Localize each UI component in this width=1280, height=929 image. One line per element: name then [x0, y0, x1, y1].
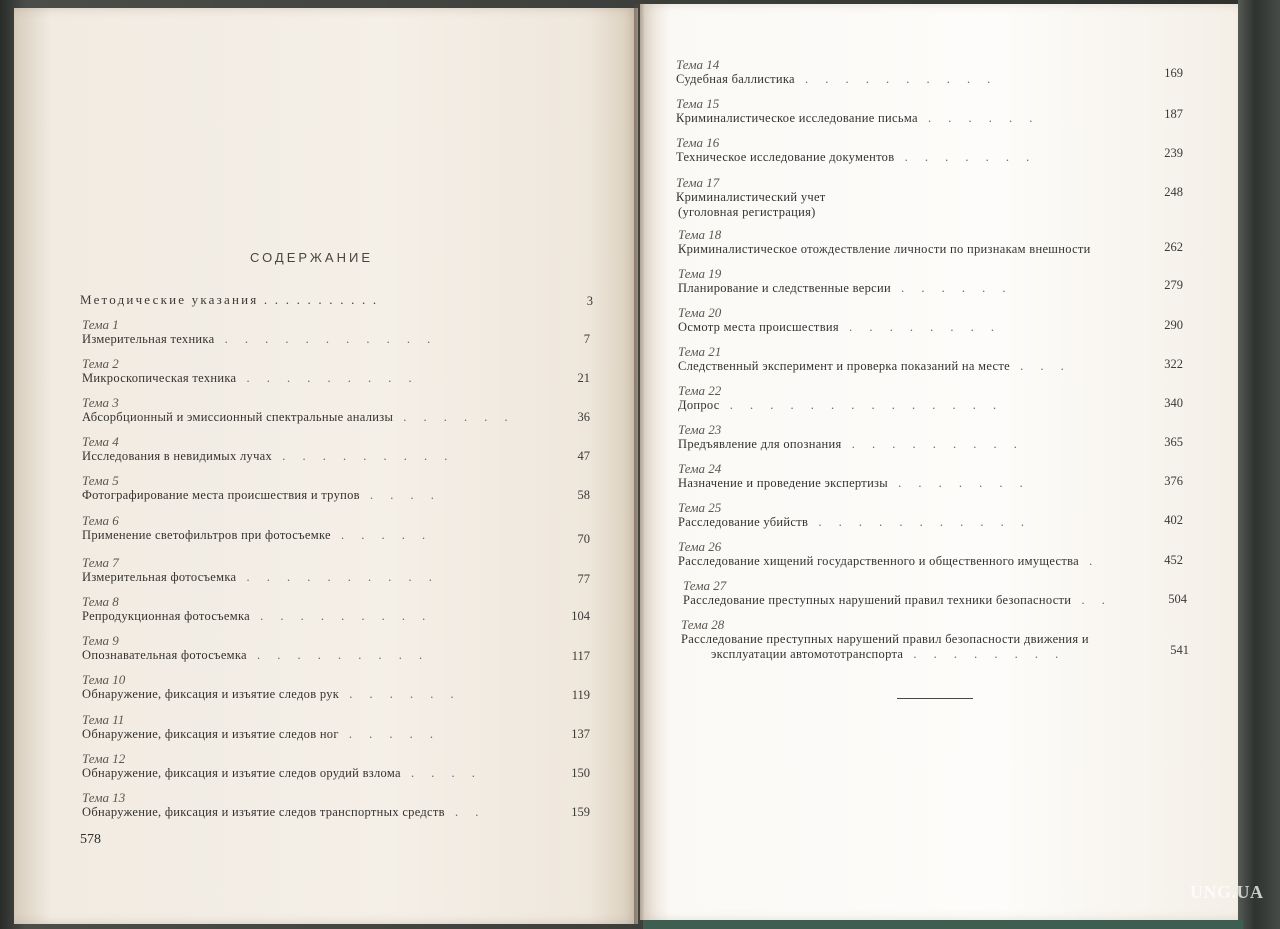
topic-label: Тема 3 [82, 395, 119, 410]
entry-page-number: 58 [577, 488, 590, 502]
entry-page-number: 104 [571, 609, 590, 623]
dot-leader: . . . . . . . . . [246, 648, 430, 662]
topic-label: Тема 15 [676, 96, 720, 111]
entry-title: Планирование и следственные версии [678, 281, 891, 295]
entry-title-line [678, 359, 1071, 374]
entry-page-number: 402 [1164, 513, 1183, 527]
entry-title: Расследование преступных нарушений правил безопасности движения и [681, 632, 1089, 646]
entry-title: Абсорбционный и эмиссионный спектральные анализы [82, 410, 394, 424]
topic-label: Тема 9 [82, 633, 119, 648]
dot-leader: . . . . . . . . . . . [808, 515, 1031, 529]
dot-leader: . . . . . . [890, 281, 1013, 295]
dot-leader: . . . . . [330, 528, 433, 542]
entry-page-number: 159 [571, 805, 590, 819]
toc-entry [82, 356, 419, 386]
toc-entry [82, 555, 439, 585]
entry-title-line [678, 515, 1031, 530]
toc-entry [82, 790, 485, 820]
dot-leader: . . . [1010, 359, 1071, 373]
toc-entry [82, 712, 440, 742]
entry-page-number: 365 [1164, 435, 1183, 449]
topic-label: Тема 13 [82, 790, 126, 805]
dot-leader: . . . . . . . . . [841, 437, 1024, 451]
entry-title-continued: эксплуатации автомототранспорта [711, 647, 904, 661]
entry-title: Техническое исследование документов [676, 150, 895, 164]
entry-title-line [676, 205, 826, 220]
entry-title-line [676, 111, 1039, 126]
topic-label: Тема 5 [82, 473, 119, 488]
topic-label: Тема 19 [678, 266, 722, 281]
topic-label: Тема 17 [676, 175, 720, 190]
page-number: 578 [80, 832, 101, 847]
entry-page-number: 187 [1164, 107, 1183, 121]
entry-title-line [683, 593, 1112, 608]
dot-leader: . . [444, 805, 486, 819]
entry-title-line [681, 632, 1089, 647]
toc-entry [678, 266, 1012, 296]
contents-heading: СОДЕРЖАНИЕ [250, 250, 374, 265]
entry-page-number: 150 [571, 766, 590, 780]
toc-entry [82, 473, 441, 503]
dot-leader: . . [1071, 593, 1112, 607]
entry-title: Фотографирование места происшествия и трупов [82, 488, 360, 502]
entry-page-number: 376 [1164, 474, 1183, 488]
entry-title-line [82, 727, 440, 742]
entry-title-line [678, 398, 1003, 413]
entry-title-line [82, 449, 454, 464]
entry-title-line [82, 332, 437, 347]
entry-page-number: 137 [571, 727, 590, 741]
entry-title-line [678, 242, 1091, 257]
topic-label: Тема 24 [678, 461, 722, 476]
entry-page-number: 21 [577, 371, 590, 385]
dot-leader: . . . . . . . . . . [794, 72, 998, 86]
book-spine [634, 4, 644, 924]
topic-label: Тема 7 [82, 555, 119, 570]
entry-title: Назначение и проведение экспертизы [678, 476, 888, 490]
toc-entry [82, 434, 454, 464]
closing-rule [897, 698, 973, 699]
entry-page-number: 119 [571, 688, 590, 702]
entry-page-number: 77 [577, 572, 590, 586]
dot-leader: . . . . . . . [894, 150, 1037, 164]
entry-page-number: 340 [1164, 396, 1183, 410]
topic-label: Тема 20 [678, 305, 722, 320]
topic-label: Тема 4 [82, 434, 119, 449]
entry-title-line [82, 528, 432, 543]
entry-title: Обнаружение, фиксация и изъятие следов ног [82, 727, 339, 741]
entry-title: Исследования в невидимых лучах [82, 449, 273, 463]
entry-page-number: 279 [1164, 278, 1183, 292]
entry-page-number: 248 [1164, 185, 1183, 199]
toc-entry [82, 672, 461, 702]
entry-page-number: 290 [1164, 318, 1183, 332]
entry-title: Осмотр места происшествия [678, 320, 839, 334]
entry-title-line [82, 488, 441, 503]
toc-entry [678, 422, 1024, 452]
entry-page-number: 169 [1164, 66, 1183, 80]
dot-leader: . . . . . . [917, 111, 1040, 125]
entry-title: Обнаружение, фиксация и изъятие следов рук [82, 687, 340, 701]
entry-page-number: 262 [1164, 240, 1183, 254]
dot-leader: . . . . . [338, 727, 441, 741]
toc-entry [678, 383, 1003, 413]
dot-leader: . . . . . . . . . . . [263, 292, 379, 307]
entry-title: Измерительная техника [82, 332, 215, 346]
entry-title-line [678, 476, 1030, 491]
dot-leader: . [1079, 554, 1100, 568]
topic-label: Тема 8 [82, 594, 119, 609]
entry-title-line [678, 437, 1024, 452]
topic-label: Тема 16 [676, 135, 720, 150]
entry-title: Обнаружение, фиксация и изъятие следов орудий взлома [82, 766, 401, 780]
entry-title: Опознавательная фотосъемка [82, 648, 247, 662]
dot-leader: . . . . . . [339, 687, 461, 701]
topic-label: Тема 14 [676, 57, 720, 72]
toc-entry [82, 633, 429, 663]
toc-entry [676, 96, 1039, 126]
entry-title: Расследование убийств [678, 515, 809, 529]
topic-label: Тема 25 [678, 500, 722, 515]
entry-title-line [676, 72, 997, 87]
entry-page-number: 36 [577, 410, 590, 424]
entry-title: Криминалистическое исследование письма [676, 111, 918, 125]
toc-entry [676, 57, 997, 87]
entry-title-line [82, 805, 485, 820]
entry-title-line [82, 766, 482, 781]
entry-title-line [678, 281, 1012, 296]
topic-label: Тема 11 [82, 712, 125, 727]
entry-title-line [82, 371, 419, 386]
entry-title-continued: (уголовная регистрация) [678, 205, 816, 219]
watermark: UNG.UA [1190, 882, 1264, 902]
intro-entry [80, 292, 600, 308]
dot-leader: . . . . . . . . [903, 647, 1066, 661]
topic-label: Тема 12 [82, 751, 126, 766]
dot-leader: . . . . . . . . . . . . . . [719, 398, 1004, 412]
entry-page-number: 70 [577, 532, 590, 546]
left-page [14, 8, 638, 924]
book-cover-edge [1238, 0, 1280, 929]
topic-label: Тема 23 [678, 422, 722, 437]
topic-label: Тема 26 [678, 539, 722, 554]
topic-label: Тема 6 [82, 513, 119, 528]
topic-label: Тема 28 [681, 617, 725, 632]
topic-label: Тема 18 [678, 227, 722, 242]
entry-title-line [676, 150, 1036, 165]
dot-leader: . . . . . . . . . [272, 449, 455, 463]
entry-page-number: 47 [577, 449, 590, 463]
topic-label: Тема 27 [683, 578, 727, 593]
toc-entry [82, 395, 515, 425]
entry-page-number: 452 [1164, 553, 1183, 567]
dot-leader: . . . . . . . . . . [236, 570, 439, 584]
dot-leader: . . . . [359, 488, 441, 502]
toc-entry [676, 135, 1036, 165]
entry-title: Криминалистическое отождествление личности по признакам внешности [678, 242, 1091, 256]
entry-title: Микроскопическая техника [82, 371, 237, 385]
entry-title-line [82, 687, 461, 702]
entry-title-line [678, 320, 1001, 335]
dot-leader: . . . . . . . . . [250, 609, 433, 623]
entry-title: Расследование хищений государственного и общественного имущества [678, 554, 1080, 568]
entry-title-line [681, 647, 1089, 662]
dot-leader: . . . . . . [393, 410, 515, 424]
entry-title: Допрос [678, 398, 720, 412]
entry-page-number: 541 [1170, 643, 1189, 657]
entry-title: Расследование преступных нарушений правил техники безопасности [683, 593, 1072, 607]
entry-title: Следственный эксперимент и проверка показаний на месте [678, 359, 1011, 373]
toc-entry [82, 594, 432, 624]
toc-entry [678, 539, 1099, 569]
dot-leader: . . . . . . . . [838, 320, 1001, 334]
dot-leader: . . . . [400, 766, 482, 780]
entry-title-line [82, 410, 515, 425]
toc-entry [82, 751, 482, 781]
toc-entry [82, 513, 432, 543]
entry-title: Криминалистический учет [676, 190, 826, 204]
toc-entry [678, 500, 1031, 530]
toc-entry [82, 317, 437, 347]
dot-leader: . . . . . . . . . [236, 371, 419, 385]
topic-label: Тема 2 [82, 356, 119, 371]
toc-entry [681, 617, 1089, 662]
entry-page-number: 117 [571, 649, 590, 663]
entry-title-line [678, 554, 1099, 569]
topic-label: Тема 22 [678, 383, 722, 398]
entry-title: Обнаружение, фиксация и изъятие следов транспортных средств [82, 805, 445, 819]
entry-title: Судебная баллистика [676, 72, 795, 86]
toc-entry [678, 305, 1001, 335]
toc-entry [678, 227, 1091, 257]
topic-label: Тема 10 [82, 672, 126, 687]
entry-title: Репродукционная фотосъемка [82, 609, 251, 623]
toc-entry [676, 175, 826, 220]
entry-page-number: 322 [1164, 357, 1183, 371]
entry-page-number: 7 [583, 332, 590, 346]
entry-title: Применение светофильтров при фотосъемке [82, 528, 331, 542]
toc-entry [678, 461, 1030, 491]
intro-page-number: 3 [586, 294, 593, 308]
entry-title: Предъявление для опознания [678, 437, 842, 451]
dot-leader: . . . . . . . [888, 476, 1030, 490]
entry-title-line [82, 570, 439, 585]
topic-label: Тема 1 [82, 317, 119, 332]
book-cover-band [643, 920, 1243, 929]
topic-label: Тема 21 [678, 344, 722, 359]
entry-page-number: 504 [1168, 592, 1187, 606]
toc-entry [678, 344, 1071, 374]
entry-title-line [82, 648, 429, 663]
entry-title-line [82, 609, 432, 624]
entry-page-number: 239 [1164, 146, 1183, 160]
intro-label: Методические указания [80, 292, 259, 307]
toc-entry [683, 578, 1112, 608]
entry-title-line [676, 190, 826, 205]
dot-leader: . . . . . . . . . . . [214, 332, 438, 346]
entry-title: Измерительная фотосъемка [82, 570, 237, 584]
